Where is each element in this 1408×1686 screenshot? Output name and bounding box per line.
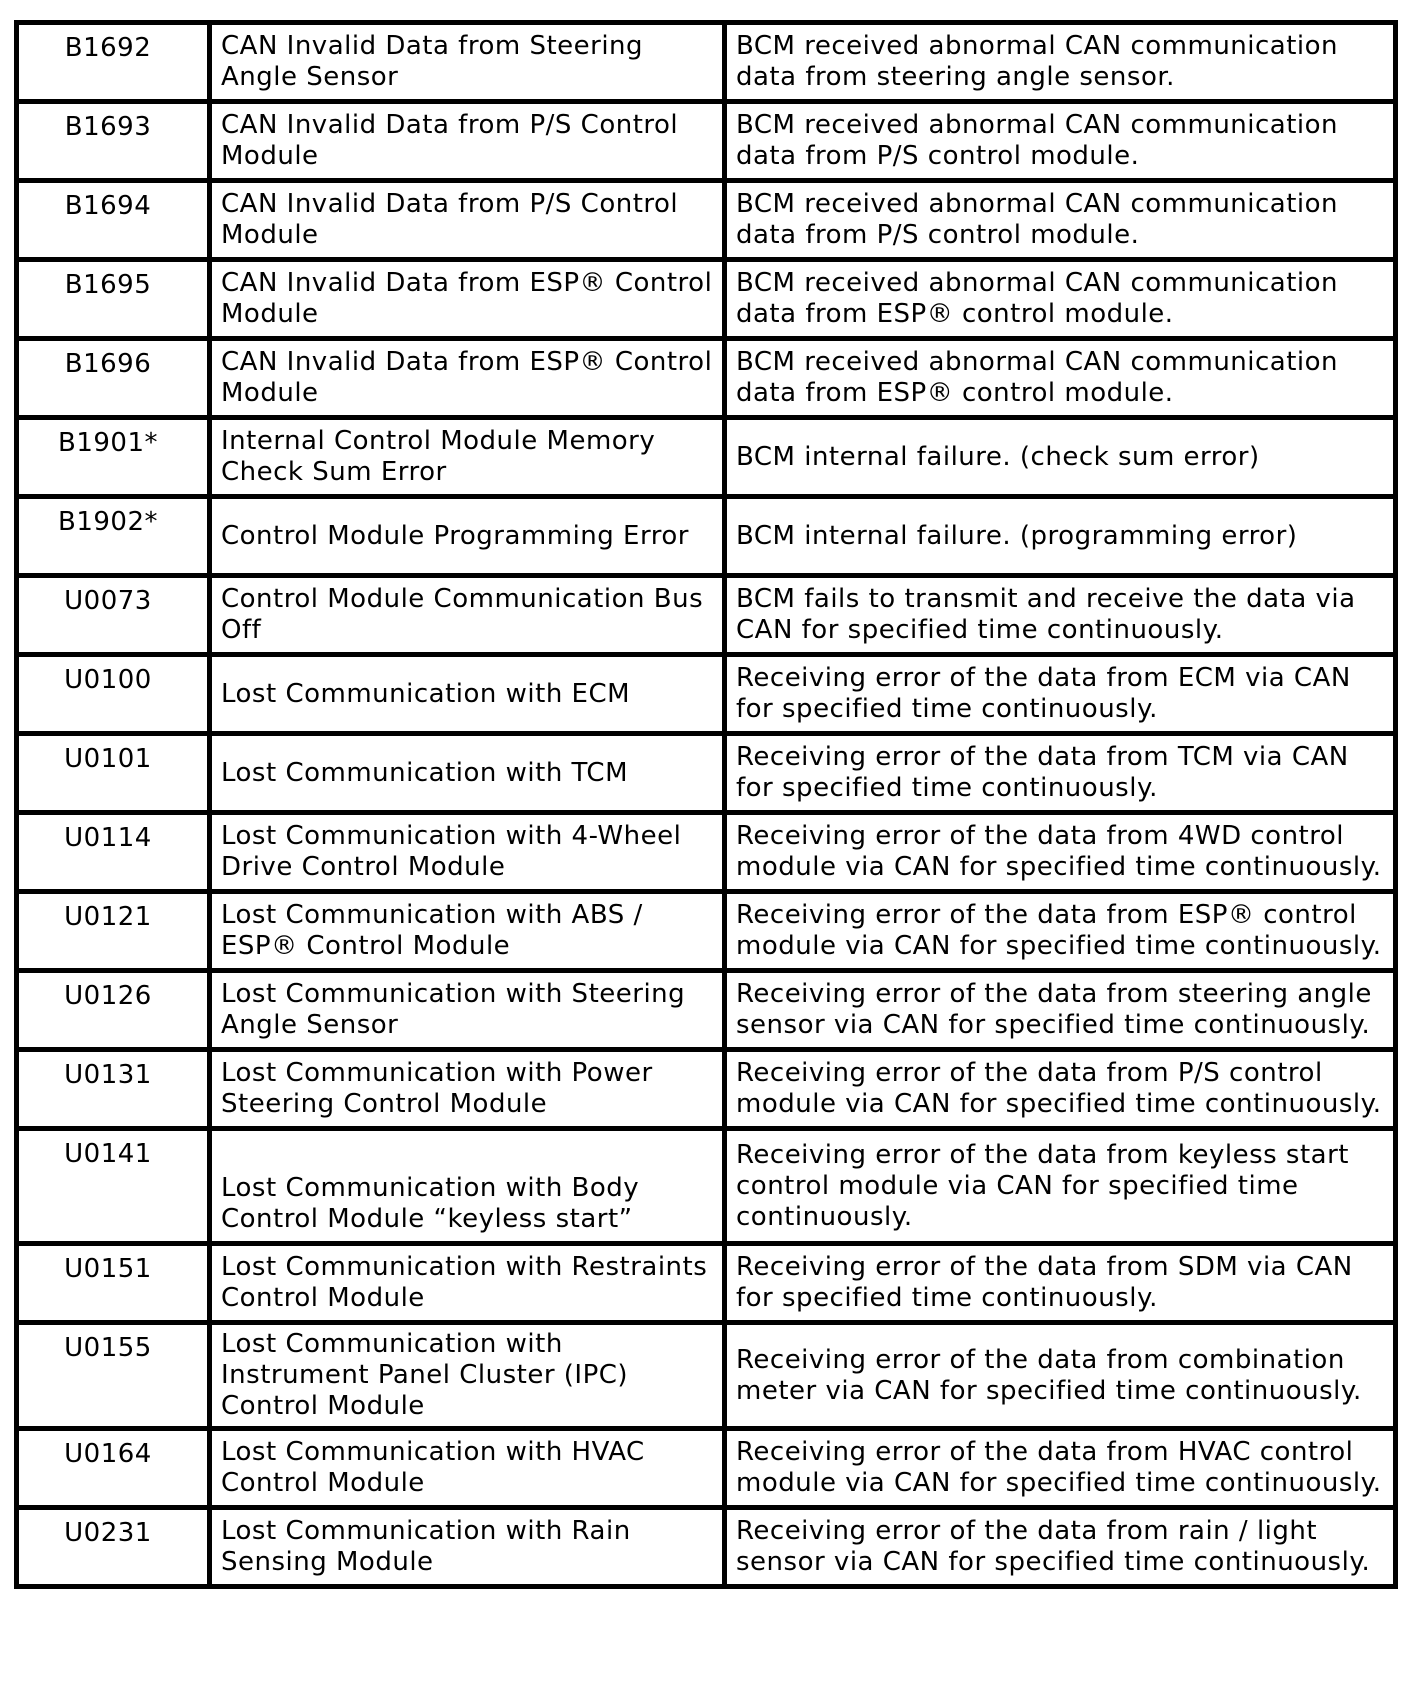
dtc-code: U0231	[64, 1518, 152, 1548]
table-row	[17, 1323, 1396, 1429]
dtc-code-cell	[17, 260, 210, 339]
dtc-code: B1693	[64, 112, 152, 142]
dtc-description-cell	[725, 655, 1396, 734]
dtc-code-cell	[17, 1050, 210, 1129]
dtc-description-cell	[725, 1323, 1396, 1429]
dtc-name: Lost Communication with ABS / ESP® Control Module	[221, 900, 643, 961]
dtc-code-cell	[17, 1323, 210, 1429]
dtc-name-cell	[210, 260, 725, 339]
dtc-description: BCM received abnormal CAN communication data from steering angle sensor.	[736, 31, 1339, 92]
dtc-description-cell	[725, 181, 1396, 260]
dtc-description-cell	[725, 497, 1396, 576]
dtc-name: Lost Communication with Power Steering Control Module	[221, 1058, 653, 1119]
table-row	[17, 1244, 1396, 1323]
dtc-name-cell	[210, 655, 725, 734]
dtc-description-cell	[725, 892, 1396, 971]
dtc-name: CAN Invalid Data from ESP® Control Module	[221, 268, 713, 329]
dtc-name-cell	[210, 813, 725, 892]
dtc-name-cell	[210, 971, 725, 1050]
dtc-code: U0073	[64, 586, 152, 616]
dtc-name-cell	[210, 1508, 725, 1587]
dtc-code: B1692	[64, 33, 152, 63]
dtc-code-cell	[17, 1129, 210, 1244]
table-row	[17, 339, 1396, 418]
table-row	[17, 655, 1396, 734]
dtc-code: B1901*	[57, 428, 158, 458]
dtc-description: Receiving error of the data from rain / light sensor via CAN for specified time continuously.	[736, 1516, 1371, 1577]
dtc-name-cell	[210, 1244, 725, 1323]
dtc-description-cell	[725, 576, 1396, 655]
dtc-code: B1696	[64, 349, 152, 379]
dtc-name-cell	[210, 102, 725, 181]
dtc-description: BCM internal failure. (programming error)	[736, 520, 1298, 551]
dtc-description-cell	[725, 339, 1396, 418]
table-row	[17, 181, 1396, 260]
dtc-description-cell	[725, 813, 1396, 892]
dtc-code-cell	[17, 734, 210, 813]
dtc-code: U0114	[64, 823, 152, 853]
dtc-name: Lost Communication with ECM	[221, 678, 631, 709]
table-row	[17, 260, 1396, 339]
dtc-code: U0164	[64, 1439, 152, 1469]
dtc-code: B1695	[64, 270, 152, 300]
table-row	[17, 1050, 1396, 1129]
dtc-name: Lost Communication with Instrument Panel Cluster (IPC) Control Module	[221, 1329, 629, 1421]
dtc-code: U0101	[64, 744, 152, 774]
dtc-code-cell	[17, 23, 210, 102]
dtc-table-body	[17, 23, 1396, 1587]
table-row	[17, 102, 1396, 181]
dtc-code-cell	[17, 339, 210, 418]
dtc-description-cell	[725, 260, 1396, 339]
dtc-code-cell	[17, 813, 210, 892]
dtc-code: B1902*	[57, 507, 158, 537]
dtc-description-cell	[725, 1244, 1396, 1323]
dtc-description: BCM received abnormal CAN communication data from P/S control module.	[736, 110, 1339, 171]
dtc-code-cell	[17, 655, 210, 734]
dtc-name-cell	[210, 497, 725, 576]
table-row	[17, 23, 1396, 102]
dtc-code-cell	[17, 102, 210, 181]
dtc-description: Receiving error of the data from steering angle sensor via CAN for specified time continuously.	[736, 979, 1372, 1040]
dtc-code: U0131	[64, 1060, 152, 1090]
dtc-description: Receiving error of the data from TCM via CAN for specified time continuously.	[736, 742, 1349, 803]
dtc-description: Receiving error of the data from SDM via CAN for specified time continuously.	[736, 1252, 1353, 1313]
dtc-description: Receiving error of the data from ECM via CAN for specified time continuously.	[736, 663, 1351, 724]
dtc-name-cell	[210, 1050, 725, 1129]
table-row	[17, 813, 1396, 892]
dtc-name-cell	[210, 339, 725, 418]
table-row	[17, 1129, 1396, 1244]
dtc-code: U0141	[64, 1139, 152, 1169]
dtc-description-cell	[725, 1129, 1396, 1244]
dtc-description: BCM fails to transmit and receive the data via CAN for specified time continuously.	[736, 584, 1356, 645]
dtc-description-cell	[725, 734, 1396, 813]
dtc-name: Lost Communication with TCM	[221, 757, 629, 788]
dtc-description: Receiving error of the data from combination meter via CAN for specified time continuously.	[736, 1344, 1362, 1406]
dtc-name-cell	[210, 418, 725, 497]
dtc-name-cell	[210, 181, 725, 260]
dtc-description: Receiving error of the data from ESP® control module via CAN for specified time continuously.	[736, 900, 1382, 961]
dtc-name-cell	[210, 1429, 725, 1508]
dtc-name: CAN Invalid Data from Steering Angle Sensor	[221, 31, 644, 92]
table-row	[17, 497, 1396, 576]
dtc-name: Control Module Programming Error	[221, 520, 689, 551]
dtc-name: Lost Communication with 4-Wheel Drive Control Module	[221, 821, 682, 882]
dtc-code-cell	[17, 576, 210, 655]
dtc-name: CAN Invalid Data from P/S Control Module	[221, 110, 679, 171]
dtc-description: BCM received abnormal CAN communication data from P/S control module.	[736, 189, 1339, 250]
dtc-name-cell	[210, 734, 725, 813]
dtc-name: CAN Invalid Data from ESP® Control Module	[221, 347, 713, 408]
dtc-name: Internal Control Module Memory Check Sum Error	[221, 426, 656, 487]
dtc-name-cell	[210, 1323, 725, 1429]
dtc-code-cell	[17, 497, 210, 576]
dtc-description: Receiving error of the data from P/S control module via CAN for specified time continuously.	[736, 1058, 1382, 1119]
dtc-code: U0151	[64, 1254, 152, 1284]
dtc-name: Lost Communication with Steering Angle Sensor	[221, 979, 686, 1040]
dtc-description-cell	[725, 102, 1396, 181]
table-row	[17, 576, 1396, 655]
dtc-name: Lost Communication with Rain Sensing Module	[221, 1516, 631, 1577]
dtc-name: Lost Communication with HVAC Control Module	[221, 1437, 645, 1498]
dtc-code: U0121	[64, 902, 152, 932]
table-row	[17, 971, 1396, 1050]
dtc-code: U0155	[64, 1333, 152, 1363]
dtc-code-cell	[17, 1508, 210, 1587]
dtc-description: BCM received abnormal CAN communication data from ESP® control module.	[736, 347, 1339, 408]
dtc-description: BCM internal failure. (check sum error)	[736, 441, 1260, 472]
dtc-table	[14, 20, 1398, 1589]
table-row	[17, 1429, 1396, 1508]
table-row	[17, 1508, 1396, 1587]
dtc-code-cell	[17, 971, 210, 1050]
dtc-code-cell	[17, 1429, 210, 1508]
dtc-name: CAN Invalid Data from P/S Control Module	[221, 189, 679, 250]
dtc-name: Control Module Communication Bus Off	[221, 584, 704, 645]
dtc-description: Receiving error of the data from 4WD control module via CAN for specified time continuously.	[736, 821, 1382, 882]
dtc-description-cell	[725, 418, 1396, 497]
dtc-description-cell	[725, 1429, 1396, 1508]
dtc-code: U0100	[64, 665, 152, 695]
table-row	[17, 734, 1396, 813]
dtc-description-cell	[725, 971, 1396, 1050]
dtc-code: B1694	[64, 191, 152, 221]
dtc-name-cell	[210, 23, 725, 102]
dtc-name: Lost Communication with Restraints Control Module	[221, 1252, 708, 1313]
dtc-name: Lost Communication with Body Control Module “keyless start”	[221, 1173, 640, 1234]
dtc-code: U0126	[64, 981, 152, 1011]
dtc-code-cell	[17, 418, 210, 497]
dtc-description-cell	[725, 1508, 1396, 1587]
table-row	[17, 418, 1396, 497]
dtc-code-cell	[17, 892, 210, 971]
dtc-description-cell	[725, 1050, 1396, 1129]
dtc-description: Receiving error of the data from HVAC control module via CAN for specified time continuously.	[736, 1437, 1382, 1498]
dtc-name-cell	[210, 892, 725, 971]
dtc-name-cell	[210, 1129, 725, 1244]
dtc-description: Receiving error of the data from keyless start control module via CAN for specified time continuously.	[736, 1139, 1349, 1232]
table-row	[17, 892, 1396, 971]
dtc-code-cell	[17, 181, 210, 260]
dtc-code-cell	[17, 1244, 210, 1323]
dtc-description-cell	[725, 23, 1396, 102]
dtc-description: BCM received abnormal CAN communication data from ESP® control module.	[736, 268, 1339, 329]
dtc-name-cell	[210, 576, 725, 655]
